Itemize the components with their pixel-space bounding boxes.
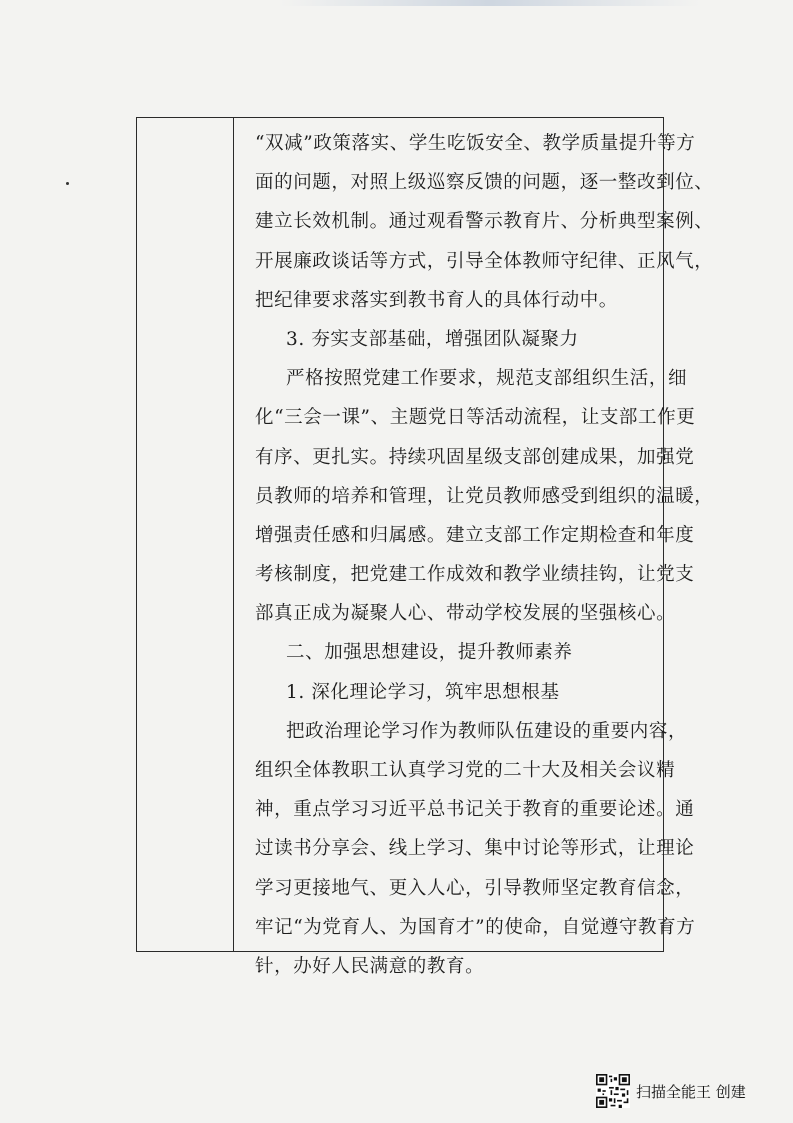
scanner-watermark (596, 1071, 746, 1111)
text-line: 针，办好人民满意的教育。 (255, 955, 485, 977)
text-line: 严格按照党建工作要求，规范支部组织生活，细 (286, 368, 688, 390)
text-line: 增强责任感和归属感。建立支部工作定期检查和年度 (255, 524, 695, 546)
text-line: 化“三会一课”、主题党日等活动流程，让支部工作更 (255, 407, 696, 429)
text-line: 过读书分享会、线上学习、集中讨论等形式，让理论 (255, 838, 695, 860)
text-line: “双减”政策落实、学生吃饭安全、教学质量提升等方 (255, 133, 696, 154)
document-table (136, 117, 714, 977)
qr-code-icon (596, 1074, 630, 1108)
text-line: 有序、更扎实。持续巩固星级支部创建成果，加强党 (255, 446, 695, 468)
text-line: 3. 夯实支部基础，增强团队凝聚力 (286, 328, 579, 350)
scan-edge-artifact (280, 0, 700, 6)
text-line: 部真正成为凝聚人心、带动学校发展的坚强核心。 (255, 603, 676, 625)
text-line: 建立长效机制。通过观看警示教育片、分析典型案例、 (255, 211, 714, 233)
text-line: 二、加强思想建设，提升教师素养 (286, 642, 573, 664)
text-line: 牢记“为党育人、为国育才”的使命，自觉遵守教育方 (255, 916, 696, 938)
text-line: 组织全体教职工认真学习党的二十大及相关会议精 (255, 760, 676, 781)
text-line: 把政治理论学习作为教师队伍建设的重要内容， (286, 720, 688, 742)
text-line: 把纪律要求落实到教书育人的具体行动中。 (255, 289, 618, 311)
text-line: 神，重点学习习近平总书记关于教育的重要论述。通 (255, 799, 695, 821)
text-line: 开展廉政谈话等方式，引导全体教师守纪律、正风气， (255, 250, 714, 272)
scan-speck (66, 182, 69, 185)
text-line: 1. 深化理论学习，筑牢思想根基 (286, 681, 560, 703)
text-line: 学习更接地气、更入人心，引导教师坚定教育信念， (255, 877, 695, 899)
document-body (255, 124, 714, 986)
text-line: 员教师的培养和管理，让党员教师感受到组织的温暖， (255, 485, 714, 507)
watermark-text: 扫描全能王 创建 (636, 1082, 746, 1101)
text-line: 面的问题，对照上级巡察反馈的问题，逐一整改到位、 (255, 172, 714, 194)
text-line: 考核制度，把党建工作成效和教学业绩挂钩，让党支 (255, 564, 695, 586)
column-divider (233, 118, 234, 951)
